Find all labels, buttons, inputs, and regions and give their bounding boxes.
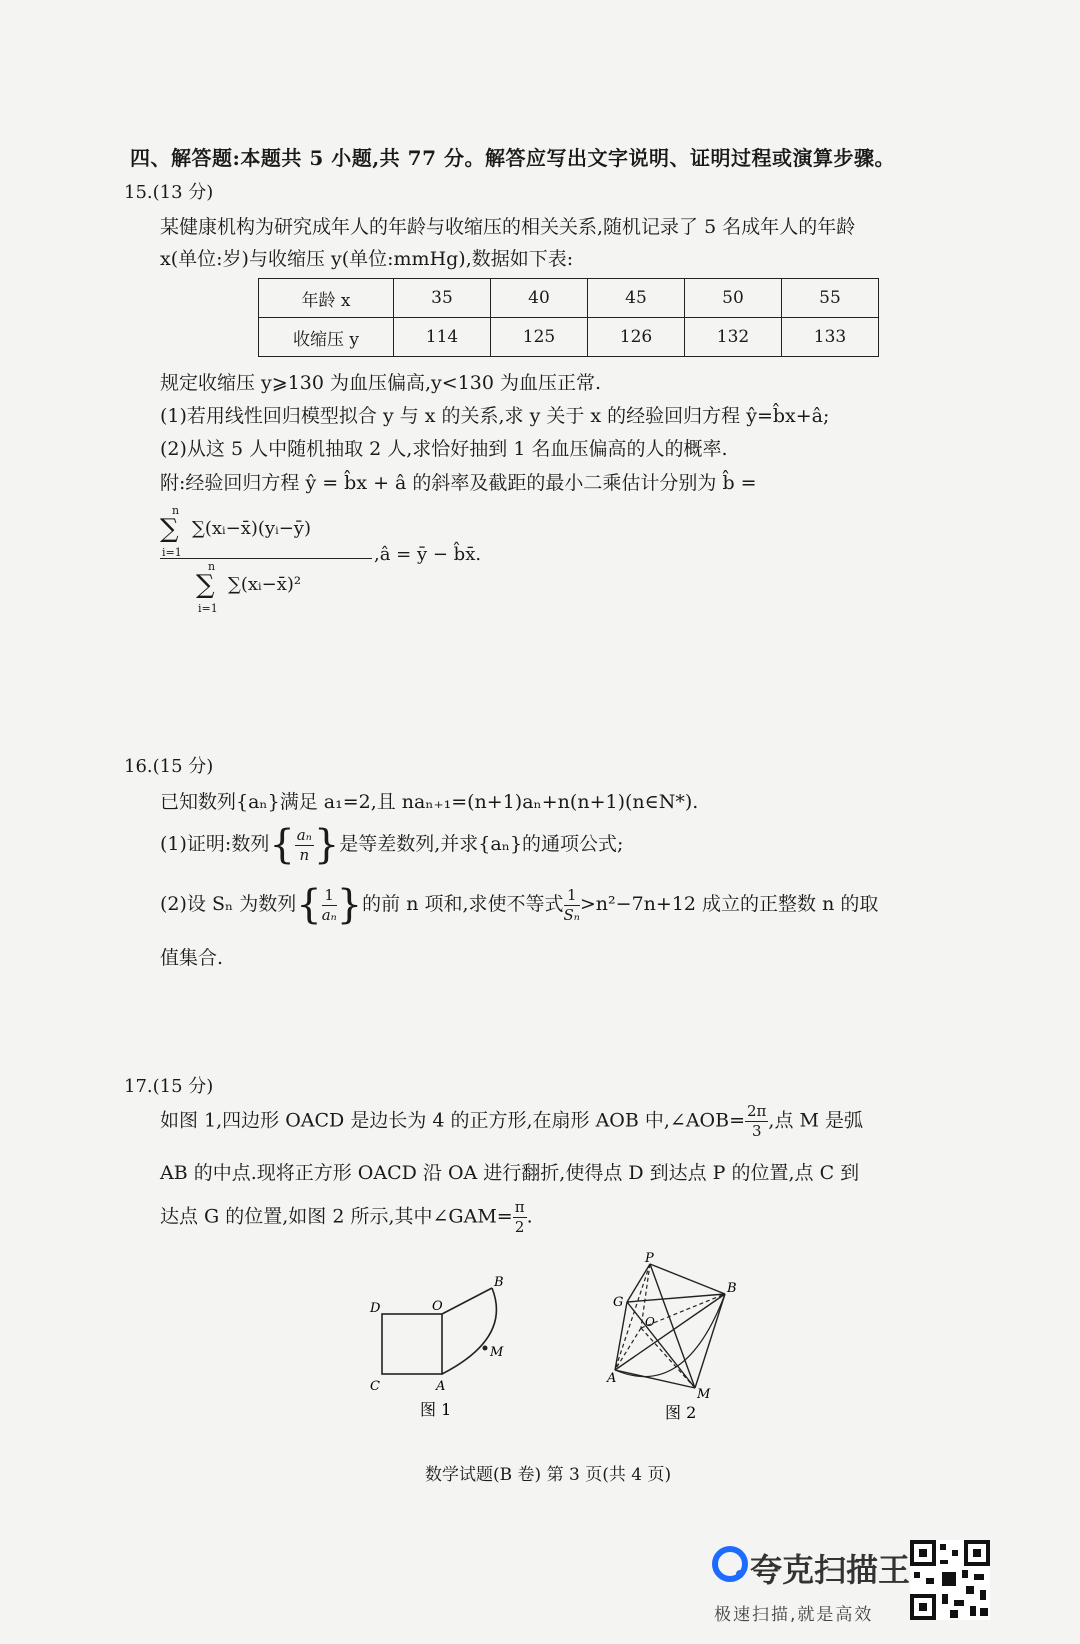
table-cell: 45 <box>588 279 685 318</box>
fraction <box>295 825 314 864</box>
right-brace: } <box>313 822 340 868</box>
sum-symbol: ∑ <box>160 514 179 544</box>
formula-tail: ,â = ȳ − b̂x̄. <box>374 544 482 565</box>
q16-part2 <box>160 882 878 928</box>
sum-top: n <box>208 560 216 573</box>
q16-head: 16.(15 分) <box>124 756 214 777</box>
q15-data-table <box>258 278 879 357</box>
table-cell: 40 <box>491 279 588 318</box>
fraction <box>563 885 580 924</box>
frac-den: 3 <box>751 1122 762 1140</box>
q16-part2-post: >n²−7n+12 成立的正整数 n 的取 <box>579 893 879 915</box>
label-m: M <box>697 1387 711 1402</box>
brand-slogan: 极速扫描,就是高效 <box>714 1605 874 1625</box>
square-oacd <box>382 1314 442 1374</box>
table-row-age <box>259 279 879 318</box>
table-cell: 55 <box>782 279 879 318</box>
right-brace: } <box>336 882 363 928</box>
q15-line1: 某健康机构为研究成年人的年龄与收缩压的相关关系,随机记录了 5 名成年人的年龄 <box>160 216 856 238</box>
label-g: G <box>613 1295 624 1310</box>
q16-part1-pre: (1)证明:数列 <box>160 833 270 855</box>
label-m: M <box>490 1345 504 1360</box>
radius-ob <box>442 1288 492 1314</box>
formula-denominator: ∑(xᵢ−x̄)² <box>228 574 302 595</box>
q17-line2: AB 的中点.现将正方形 OACD 沿 OA 进行翻折,使得点 D 到达点 P 的位置,点 C 到 <box>160 1162 860 1184</box>
table-header-pressure: 收缩压 y <box>259 318 394 357</box>
figure-2 <box>605 1250 755 1420</box>
q17-line1 <box>160 1104 863 1139</box>
q17-line1-pre: 如图 1,四边形 OACD 是边长为 4 的正方形,在扇形 AOB 中,∠AOB= <box>160 1109 746 1132</box>
figure-1 <box>360 1270 520 1420</box>
frac-num: aₙ <box>296 825 312 844</box>
edge-gb <box>627 1294 725 1302</box>
frac-den: n <box>299 845 310 864</box>
arc-ab <box>442 1288 496 1374</box>
frac-den: aₙ <box>321 905 337 924</box>
point-m <box>483 1346 488 1351</box>
left-brace: { <box>296 882 322 928</box>
label-p: P <box>645 1251 654 1266</box>
table-cell: 133 <box>782 318 879 357</box>
q15-part2: (2)从这 5 人中随机抽取 2 人,求恰好抽到 1 名血压偏高的人的概率. <box>160 438 728 460</box>
table-header-age: 年龄 x <box>259 279 394 318</box>
left-brace: { <box>269 822 295 868</box>
label-a: A <box>607 1371 617 1386</box>
label-c: C <box>370 1379 380 1394</box>
frac-num: 2π <box>747 1102 767 1120</box>
sum-bottom: i=1 <box>162 546 182 559</box>
table-cell: 114 <box>394 318 491 357</box>
q17-line3-post: . <box>526 1205 533 1228</box>
qr-code-icon <box>910 1540 990 1620</box>
edge-pb <box>650 1264 725 1294</box>
q15-head: 15.(13 分) <box>124 182 214 203</box>
sum-bottom: i=1 <box>198 602 218 615</box>
table-row-pressure <box>259 318 879 357</box>
frac-num: 1 <box>564 888 580 906</box>
fraction <box>513 1200 527 1235</box>
label-a: A <box>436 1379 446 1394</box>
frac-num: 1 <box>322 888 337 906</box>
q16-part2-mid: 的前 n 项和,求使不等式 <box>362 893 564 915</box>
q16-line1: 已知数列{aₙ}满足 a₁=2,且 naₙ₊₁=(n+1)aₙ+n(n+1)(n∈N*). <box>160 791 699 813</box>
q17-line3 <box>160 1200 533 1235</box>
label-b: B <box>727 1281 737 1296</box>
q17-line3-pre: 达点 G 的位置,如图 2 所示,其中∠GAM= <box>160 1205 513 1228</box>
quark-logo-icon <box>712 1546 748 1582</box>
figure-1-caption: 图 1 <box>420 1400 452 1419</box>
label-b: B <box>494 1275 504 1290</box>
sum-top: n <box>172 504 180 517</box>
frac-den: Sₙ <box>563 905 580 924</box>
fraction <box>745 1104 768 1139</box>
label-d: D <box>370 1301 381 1316</box>
section-heading: 四、解答题:本题共 5 小题,共 77 分。解答应写出文字说明、证明过程或演算步骤。 <box>130 146 895 170</box>
table-cell: 125 <box>491 318 588 357</box>
table-cell: 35 <box>394 279 491 318</box>
q17-head: 17.(15 分) <box>124 1076 214 1097</box>
edge-ab <box>615 1294 725 1370</box>
page-footer: 数学试题(B 卷) 第 3 页(共 4 页) <box>425 1465 672 1485</box>
q16-part2-line2: 值集合. <box>160 947 224 969</box>
q15-appendix: 附:经验回归方程 ŷ = b̂x + â 的斜率及截距的最小二乘估计分别为 b̂ = <box>160 472 757 494</box>
q15-part1: (1)若用线性回归模型拟合 y 与 x 的关系,求 y 关于 x 的经验回归方程 ŷ=b̂x+â; <box>160 405 830 427</box>
q16-part1 <box>160 822 623 868</box>
table-cell: 50 <box>685 279 782 318</box>
sum-symbol: ∑ <box>196 570 215 600</box>
formula-numerator: ∑(xᵢ−x̄)(yᵢ−ȳ) <box>192 518 311 539</box>
fraction-bar <box>160 558 372 559</box>
label-o: O <box>645 1315 655 1329</box>
fraction <box>321 885 337 924</box>
table-cell: 132 <box>685 318 782 357</box>
edge-pg <box>627 1264 650 1302</box>
edge-mb <box>695 1294 725 1388</box>
q16-part2-pre: (2)设 Sₙ 为数列 <box>160 893 297 915</box>
arc-ab-fig2 <box>615 1294 725 1377</box>
q17-line1-post: ,点 M 是弧 <box>768 1109 863 1132</box>
frac-num: π <box>514 1198 525 1216</box>
q15-rule: 规定收缩压 y⩾130 为血压偏高,y<130 为血压正常. <box>160 372 602 394</box>
q16-part1-post: 是等差数列,并求{aₙ}的通项公式; <box>339 833 624 855</box>
table-cell: 126 <box>588 318 685 357</box>
q15-line2: x(单位:岁)与收缩压 y(单位:mmHg),数据如下表: <box>160 248 574 270</box>
brand-name: 夸克扫描王 <box>750 1551 911 1589</box>
frac-den: 2 <box>514 1218 525 1236</box>
figure-2-caption: 图 2 <box>665 1403 697 1420</box>
label-o: O <box>432 1299 443 1314</box>
